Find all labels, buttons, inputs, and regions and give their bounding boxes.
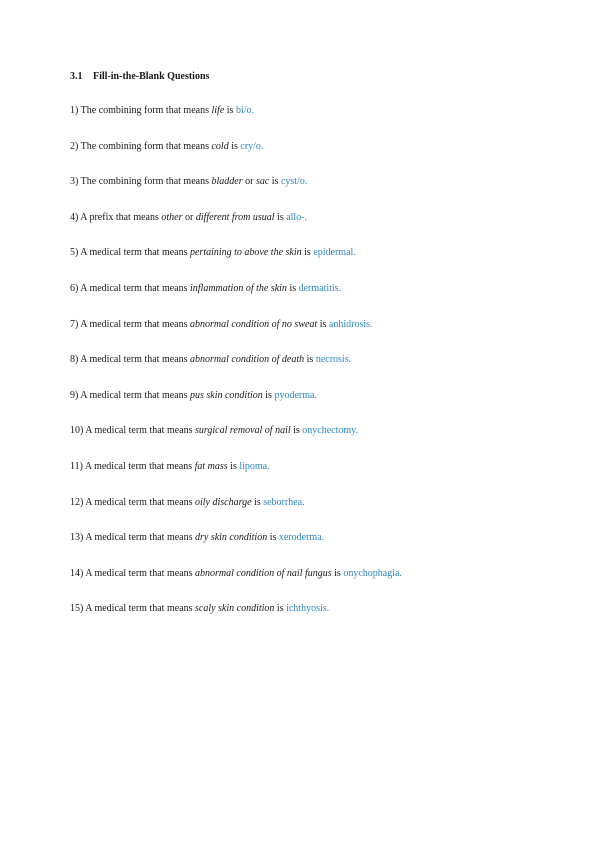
question-term: scaly skin condition xyxy=(194,603,275,615)
question-connector: is xyxy=(276,603,284,615)
question-number: 8) xyxy=(70,354,79,366)
question-term: pus skin condition xyxy=(189,389,263,401)
question-prompt: The combining form that means xyxy=(80,140,209,152)
question-number: 3) xyxy=(70,176,79,188)
question-answer: dermatitis. xyxy=(298,282,342,294)
question-term-alt: different from usual xyxy=(195,211,275,223)
question-connector: is xyxy=(254,496,261,508)
question-number: 6) xyxy=(70,282,79,294)
question-prompt: A medical term that means xyxy=(80,282,188,294)
question-term: abnormal condition of no sweat xyxy=(189,318,318,330)
question-prompt: A medical term that means xyxy=(85,425,193,437)
question-answer: ichthyosis. xyxy=(286,603,330,615)
question-term: bladder xyxy=(211,176,243,188)
question-prompt: A medical term that means xyxy=(80,354,188,366)
question-connector: is xyxy=(306,354,314,366)
question-list xyxy=(70,105,570,615)
question-connector: is xyxy=(226,105,234,116)
question-number: 7) xyxy=(70,318,79,330)
question-item xyxy=(70,247,570,259)
question-number: 2) xyxy=(70,140,79,152)
question-connector: is xyxy=(265,389,272,401)
question-number: 14) xyxy=(70,567,84,579)
question-answer: bi/o. xyxy=(235,105,254,116)
question-connector: is xyxy=(304,247,311,259)
question-term: surgical removal of nail xyxy=(194,425,291,437)
question-answer: epidermal. xyxy=(313,247,356,259)
question-item xyxy=(70,354,570,366)
question-connector-2: is xyxy=(271,176,279,188)
question-item xyxy=(70,568,570,580)
question-answer: lipoma. xyxy=(239,460,270,472)
section-number: 3.1 xyxy=(70,71,83,82)
document-page xyxy=(70,71,570,639)
question-number: 1) xyxy=(70,105,79,116)
question-answer: onychophagia. xyxy=(343,567,402,579)
section-title: Fill-in-the-Blank Questions xyxy=(93,71,210,82)
question-answer: xeroderma. xyxy=(278,532,325,544)
question-item xyxy=(70,425,570,437)
question-term: life xyxy=(211,105,225,116)
question-term: pertaining to above the skin xyxy=(189,247,302,259)
question-number: 12) xyxy=(70,496,84,508)
question-number: 10) xyxy=(70,425,84,437)
question-term: abnormal condition of nail fungus xyxy=(194,567,332,579)
question-answer: necrosis. xyxy=(315,354,352,366)
question-connector: is xyxy=(334,567,341,579)
question-answer: cyst/o. xyxy=(280,176,308,188)
question-number: 11) xyxy=(70,460,83,472)
question-connector: is xyxy=(289,282,297,294)
question-term-alt: sac xyxy=(255,176,270,188)
question-connector: is xyxy=(269,532,277,544)
question-item xyxy=(70,283,570,295)
question-connector: is xyxy=(231,140,238,152)
question-term: cold xyxy=(211,140,229,152)
question-answer: pyoderma. xyxy=(274,389,317,401)
question-term: dry skin condition xyxy=(194,532,268,544)
question-prompt: A medical term that means xyxy=(85,496,193,508)
question-prompt: The combining form that means xyxy=(80,176,209,188)
question-answer: onychectomy. xyxy=(302,425,359,437)
question-prompt: A medical term that means xyxy=(80,247,188,259)
question-answer: allo-. xyxy=(286,211,308,223)
question-item xyxy=(70,603,570,615)
question-prompt: A medical term that means xyxy=(85,532,193,544)
question-item xyxy=(70,390,570,402)
question-number: 5) xyxy=(70,247,79,259)
question-connector: is xyxy=(319,318,327,330)
question-term: oily discharge xyxy=(194,496,252,508)
question-item xyxy=(70,461,570,473)
question-prompt: A prefix that means xyxy=(80,211,159,223)
question-prompt: The combining form that means xyxy=(80,105,209,116)
question-term: inflammation of the skin xyxy=(189,282,287,294)
question-prompt: A medical term that means xyxy=(85,603,193,615)
question-number: 4) xyxy=(70,211,79,223)
question-answer: seborrhea. xyxy=(263,496,305,508)
question-item xyxy=(70,497,570,509)
question-answer: cry/o. xyxy=(240,140,264,152)
question-item xyxy=(70,212,570,224)
question-item xyxy=(70,105,570,117)
question-connector: is xyxy=(230,460,237,472)
question-prompt: A medical term that means xyxy=(80,318,188,330)
question-answer: anhidrosis. xyxy=(328,318,373,330)
question-item xyxy=(70,141,570,153)
question-prompt: A medical term that means xyxy=(84,460,193,472)
question-number: 15) xyxy=(70,603,84,615)
section-heading xyxy=(70,71,570,83)
question-term: other xyxy=(161,211,183,223)
question-connector: or xyxy=(185,211,194,223)
question-connector-2: is xyxy=(277,211,284,223)
question-item xyxy=(70,176,570,188)
question-item xyxy=(70,532,570,544)
question-prompt: A medical term that means xyxy=(85,567,193,579)
question-prompt: A medical term that means xyxy=(80,389,188,401)
question-connector: or xyxy=(245,176,254,188)
question-connector: is xyxy=(293,425,300,437)
question-term: fat mass xyxy=(194,460,228,472)
question-number: 13) xyxy=(70,532,84,544)
question-term: abnormal condition of death xyxy=(189,354,305,366)
question-item xyxy=(70,319,570,331)
question-number: 9) xyxy=(70,389,79,401)
